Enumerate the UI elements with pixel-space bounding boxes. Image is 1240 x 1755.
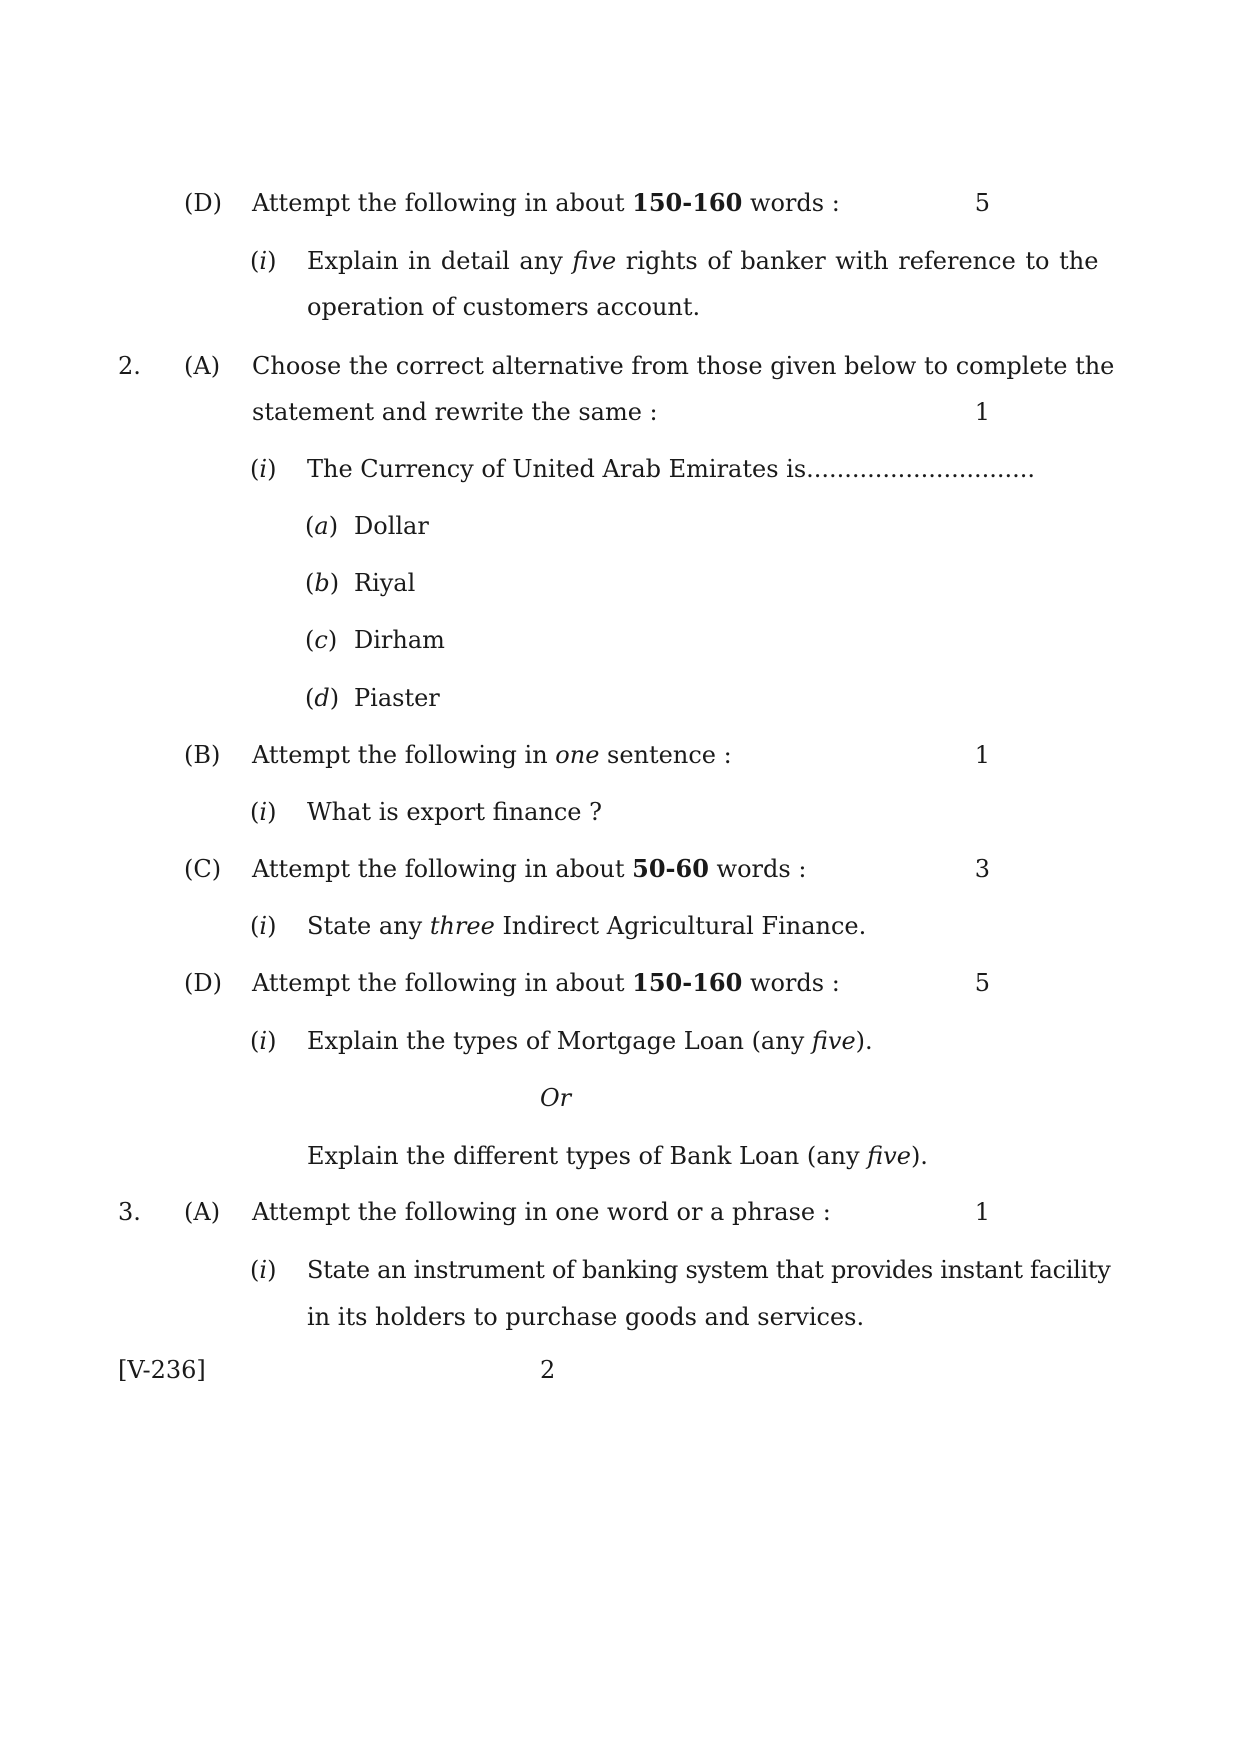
option-letter: (b) — [305, 569, 340, 597]
q2a-line1: Choose the correct alternative from those given below to complete the — [252, 352, 1115, 380]
q2a-line2: statement and rewrite the same : — [252, 398, 658, 426]
q3-number: 3. — [118, 1198, 141, 1226]
q2c-label: (C) — [184, 855, 222, 883]
q3a-instruction: Attempt the following in one word or a phrase : — [252, 1198, 831, 1226]
q2d-sub-text: Explain the types of Mortgage Loan (any five). — [307, 1027, 873, 1055]
q1d-sub-line2: operation of customers account. — [307, 293, 701, 321]
q2a-marks: 1 — [974, 398, 990, 426]
q2a-label: (A) — [184, 352, 221, 380]
q3a-sub-line2: in its holders to purchase goods and services. — [307, 1303, 865, 1331]
q3a-sub-num: (i) — [250, 1256, 277, 1284]
q2b-instruction: Attempt the following in one sentence : — [252, 741, 732, 769]
q1d-instruction: Attempt the following in about 150-160 words : — [252, 188, 840, 217]
q2d-label: (D) — [184, 969, 222, 997]
q1d-sub-num: (i) — [250, 247, 277, 275]
option-text: Dollar — [354, 512, 429, 540]
q2a-sub-num: (i) — [250, 455, 277, 483]
option-text: Piaster — [354, 684, 440, 712]
q2d-instruction: Attempt the following in about 150-160 words : — [252, 968, 840, 997]
q2c-instruction: Attempt the following in about 50-60 words : — [252, 854, 807, 883]
q1d-sub-line1: Explain in detail any five rights of banker with reference to the — [307, 247, 1099, 275]
q2d-alt-text: Explain the different types of Bank Loan (any five). — [307, 1142, 928, 1170]
q2b-marks: 1 — [974, 741, 990, 769]
paper-code: [V-236] — [118, 1356, 206, 1384]
or-separator: Or — [540, 1084, 572, 1112]
q2d-marks: 5 — [974, 969, 990, 997]
q3a-marks: 1 — [974, 1198, 990, 1226]
q1d-marks: 5 — [974, 189, 990, 217]
q2c-marks: 3 — [974, 855, 990, 883]
q2b-sub-num: (i) — [250, 798, 277, 826]
page-number: 2 — [540, 1356, 556, 1384]
q2d-sub-num: (i) — [250, 1027, 277, 1055]
q2a-sub-text: The Currency of United Arab Emirates is.............................. — [307, 455, 1036, 483]
q2b-sub-text: What is export finance ? — [307, 798, 602, 826]
q2b-label: (B) — [184, 741, 221, 769]
q3a-label: (A) — [184, 1198, 221, 1226]
option-text: Riyal — [354, 569, 416, 597]
q1d-label: (D) — [184, 189, 222, 217]
q2c-sub-num: (i) — [250, 912, 277, 940]
q2c-sub-text: State any three Indirect Agricultural Finance. — [307, 912, 867, 940]
q2-number: 2. — [118, 352, 141, 380]
option-letter: (a) — [305, 512, 339, 540]
option-letter: (c) — [305, 626, 338, 654]
option-text: Dirham — [354, 626, 445, 654]
option-letter: (d) — [305, 684, 340, 712]
q3a-sub-line1: State an instrument of banking system that provides instant facility — [307, 1256, 1111, 1284]
